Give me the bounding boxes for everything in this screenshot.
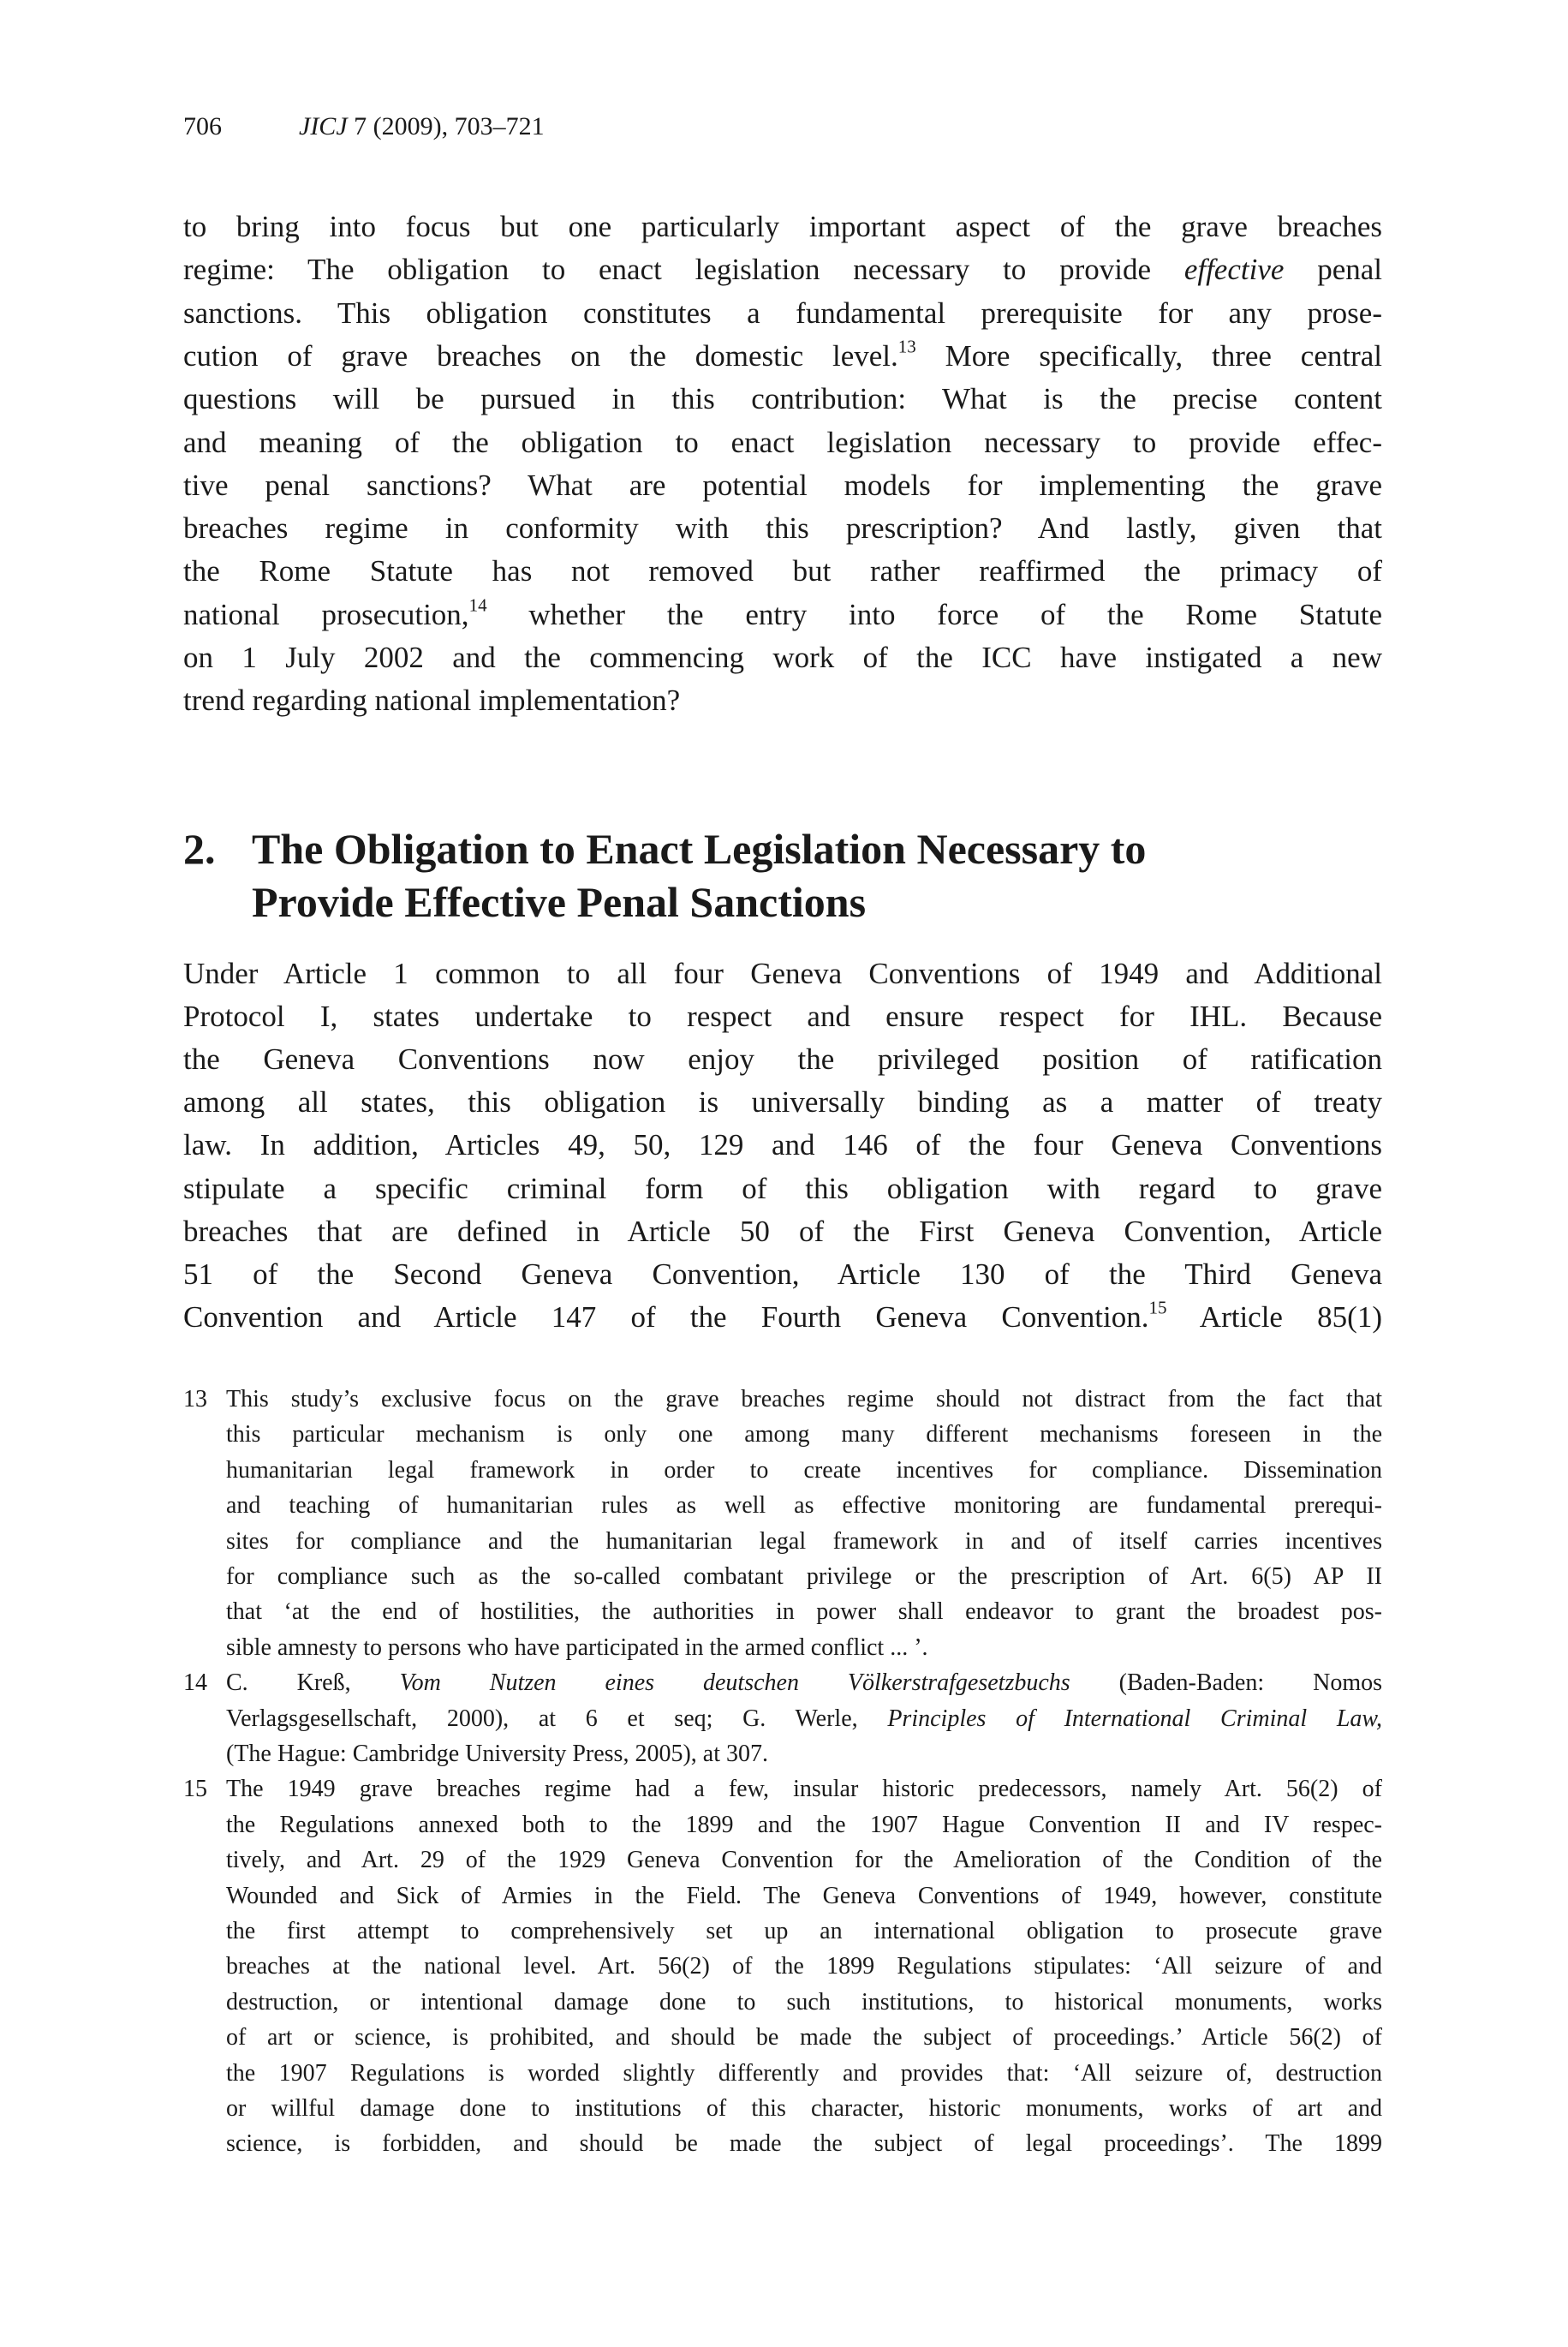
text-run: Wounded and Sick of Armies in the Field. The Geneva Conventions of 1949, however, constitute — [226, 1882, 1382, 1909]
text-line — [226, 1808, 1382, 1842]
text-run: sites for compliance and the humanitarian legal framework in and of itself carries incentives — [226, 1527, 1382, 1555]
text-line — [226, 1950, 1382, 1984]
text-run: and meaning of the obligation to enact legislation necessary to provide effec- — [183, 425, 1382, 459]
section-heading-line-2: Provide Effective Penal Sanctions — [252, 878, 867, 926]
text-run: breaches regime in conformity with this prescription? And lastly, given that — [183, 511, 1382, 546]
footnote-ref[interactable]: 15 — [1148, 1297, 1167, 1318]
text-line — [183, 1081, 1382, 1124]
text-run: 51 of the Second Geneva Convention, Article 130 of the Third Geneva — [183, 1257, 1382, 1291]
text-line — [183, 292, 1382, 335]
journal-citation: 7 (2009), 703–721 — [347, 112, 545, 140]
text-line — [226, 1631, 1382, 1665]
text-run: national prosecution, — [183, 597, 469, 631]
journal-abbrev: JICJ — [299, 112, 348, 140]
text-run: the Regulations annexed both to the 1899 and the 1907 Hague Convention II and IV respec- — [226, 1811, 1382, 1838]
text-line — [183, 378, 1382, 421]
running-header — [299, 110, 545, 144]
text-line — [226, 1914, 1382, 1949]
text-run: Verlagsgesellschaft, 2000), at 6 et seq; G. Werle, — [226, 1705, 888, 1732]
text-run: C. Kreß, — [226, 1669, 400, 1697]
text-line — [183, 953, 1382, 995]
text-line — [183, 1296, 1382, 1339]
text-line — [183, 1124, 1382, 1167]
text-run: (The Hague: Cambridge University Press, 2005), at 307. — [226, 1741, 768, 1767]
text-run: on 1 July 2002 and the commencing work of the ICC have instigated a new — [183, 641, 1382, 674]
text-line — [226, 1986, 1382, 2020]
text-run: tive penal sanctions? What are potential models for implementing the grave — [183, 468, 1382, 502]
text-run: Protocol I, states undertake to respect and ensure respect for IHL. Because — [183, 1000, 1382, 1034]
text-line — [183, 1038, 1382, 1081]
text-run: The 1949 grave breaches regime had a few, insular historic predecessors, namely Art. 56(2) of — [226, 1776, 1382, 1803]
text-run: More specifically, three central — [915, 338, 1382, 373]
footnote-number: 14 — [183, 1669, 207, 1697]
page-number: 706 — [183, 112, 222, 140]
italic-text: Vom Nutzen eines deutschen Völkerstrafgesetzbuchs — [399, 1669, 1070, 1697]
text-line — [183, 636, 1382, 679]
text-line — [226, 2092, 1382, 2126]
text-run: to bring into focus but one particularly important aspect of the grave breaches — [183, 210, 1382, 243]
text-run: breaches at the national level. Art. 56(2) of the 1899 Regulations stipulates: ‘All seizure of and — [226, 1953, 1382, 1980]
text-line — [226, 1879, 1382, 1914]
text-line — [183, 206, 1382, 248]
text-line — [226, 1772, 1382, 1807]
footnote-number: 15 — [183, 1776, 207, 1803]
text-run: this particular mechanism is only one among many different mechanisms foreseen in the — [226, 1421, 1382, 1448]
text-run: Convention and Article 147 of the Fourth Geneva Convention. — [183, 1299, 1149, 1334]
text-line — [226, 1454, 1382, 1488]
text-run: of art or science, is prohibited, and should be made the subject of proceedings.’ Article 56(2) of — [226, 2024, 1382, 2051]
text-run: the first attempt to comprehensively set up an international obligation to prosecute grave — [226, 1918, 1382, 1944]
section-number: 2. — [183, 825, 216, 873]
text-run: humanitarian legal framework in order to create incentives for compliance. Dissemination — [226, 1456, 1382, 1484]
text-line — [183, 594, 1382, 636]
text-line — [226, 1525, 1382, 1559]
text-line — [226, 1702, 1382, 1736]
text-line — [226, 1383, 1382, 1417]
text-run: (Baden-Baden: Nomos — [1070, 1669, 1382, 1697]
text-run: penal — [1284, 253, 1382, 287]
text-run: questions will be pursued in this contribution: What is the precise content — [183, 382, 1382, 416]
text-run: the 1907 Regulations is worded slightly differently and provides that: ‘All seizure of, destruction — [226, 2059, 1382, 2087]
text-run: breaches that are defined in Article 50 of the First Geneva Convention, Article — [183, 1214, 1382, 1248]
text-line — [226, 1843, 1382, 1878]
footnote-ref[interactable]: 13 — [897, 336, 916, 357]
text-run: Under Article 1 common to all four Geneva Conventions of 1949 and Additional — [183, 957, 1382, 990]
text-line — [226, 1595, 1382, 1629]
text-line — [183, 421, 1382, 464]
text-run: or willful damage done to institutions of this character, historic monuments, works of art and — [226, 2095, 1382, 2122]
text-run: Article 85(1) — [1166, 1299, 1382, 1334]
footnote-number: 13 — [183, 1386, 207, 1412]
italic-text: Principles of International Criminal Law, — [887, 1705, 1383, 1732]
text-line — [226, 1560, 1382, 1594]
text-run: science, is forbidden, and should be made the subject of legal proceedings’. The 1899 — [226, 2130, 1382, 2158]
text-run: destruction, or intentional damage done to such institutions, to historical monuments, works — [226, 1988, 1382, 2016]
text-line — [226, 2127, 1382, 2161]
text-run: regime: The obligation to enact legislation necessary to provide — [183, 253, 1184, 287]
text-run: for compliance such as the so-called combatant privilege or the prescription of Art. 6(5) AP II — [226, 1563, 1382, 1590]
text-line — [226, 2021, 1382, 2055]
text-line — [226, 1489, 1382, 1523]
text-run: whether the entry into force of the Rome Statute — [486, 597, 1382, 631]
text-line — [226, 1737, 1382, 1771]
text-run: trend regarding national implementation? — [183, 684, 681, 718]
text-run: that ‘at the end of hostilities, the authorities in power shall endeavor to grant the broadest pos- — [226, 1598, 1382, 1626]
text-run: stipulate a specific criminal form of this obligation with regard to grave — [183, 1171, 1382, 1205]
text-line — [226, 1666, 1382, 1700]
text-line — [183, 1168, 1382, 1210]
text-run: tively, and Art. 29 of the 1929 Geneva Convention for the Amelioration of the Condition of the — [226, 1847, 1382, 1874]
text-line — [183, 335, 1382, 378]
footnote-ref[interactable]: 14 — [468, 594, 487, 615]
italic-text: effective — [1183, 253, 1285, 287]
text-run: the Geneva Conventions now enjoy the privileged position of ratification — [183, 1042, 1382, 1077]
text-line — [226, 1418, 1382, 1452]
text-run: sanctions. This obligation constitutes a fundamental prerequisite for any prose- — [183, 296, 1382, 330]
section-heading-line-1: The Obligation to Enact Legislation Necessary to — [252, 825, 1147, 873]
text-line — [183, 1210, 1382, 1253]
text-run: This study’s exclusive focus on the grave breaches regime should not distract from the fact that — [226, 1386, 1382, 1412]
text-line — [183, 507, 1382, 550]
text-run: and teaching of humanitarian rules as well as effective monitoring are fundamental prerequi- — [226, 1492, 1382, 1520]
text-line — [183, 1253, 1382, 1296]
text-line — [183, 550, 1382, 593]
text-run: sible amnesty to persons who have participated in the armed conflict ... ’. — [226, 1633, 928, 1661]
text-run: among all states, this obligation is universally binding as a matter of treaty — [183, 1085, 1382, 1120]
text-line — [183, 995, 1382, 1038]
text-run: law. In addition, Articles 49, 50, 129 and 146 of the four Geneva Conventions — [183, 1128, 1382, 1162]
text-run: cution of grave breaches on the domestic level. — [183, 338, 898, 373]
text-line — [226, 2057, 1382, 2091]
text-line — [183, 679, 1382, 722]
text-run: the Rome Statute has not removed but rather reaffirmed the primacy of — [183, 554, 1382, 588]
text-line — [183, 464, 1382, 507]
text-line — [183, 248, 1382, 291]
